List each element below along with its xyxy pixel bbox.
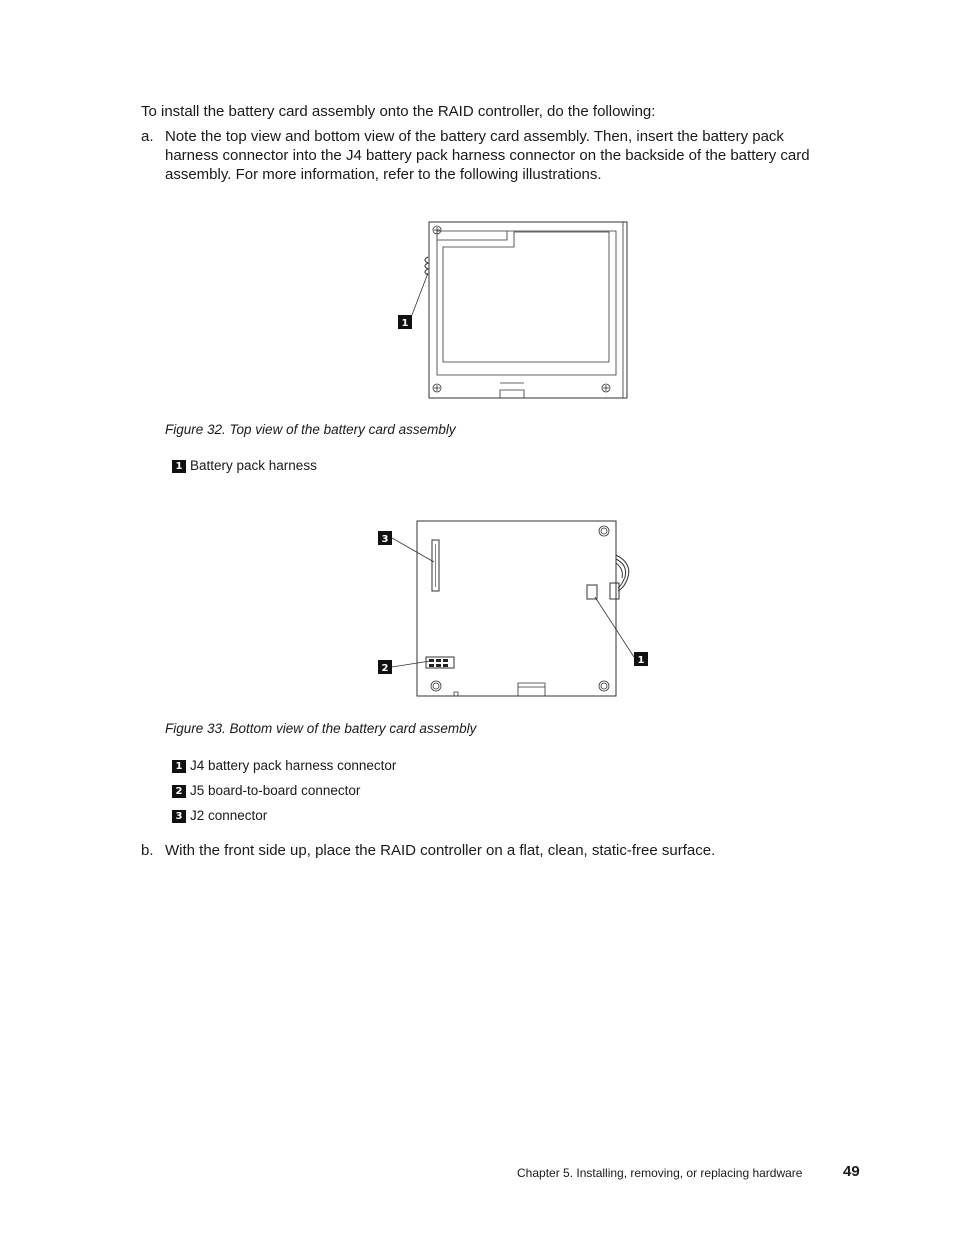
battery-harness-cable xyxy=(616,555,629,591)
battery-pack-harness-coil xyxy=(425,257,428,275)
figure-33-caption: Figure 33. Bottom view of the battery card assembly xyxy=(165,721,477,736)
page-number: 49 xyxy=(843,1163,860,1180)
legend-badge: 1 xyxy=(172,460,186,473)
figure-33-callout-2-label: 2 xyxy=(381,663,389,674)
screw-hole-bottom-right xyxy=(602,384,610,392)
board-outline xyxy=(417,521,616,696)
battery-inner-outline xyxy=(443,232,609,362)
footer-chapter: Chapter 5. Installing, removing, or replacing hardware xyxy=(517,1166,803,1180)
legend-item xyxy=(172,782,396,800)
j4-connector xyxy=(587,585,597,599)
j5-connector xyxy=(426,657,454,668)
screw-hole-bottom-left xyxy=(433,384,441,392)
legend-badge: 2 xyxy=(172,785,186,798)
intro-text: To install the battery card assembly onto the RAID controller, do the following: xyxy=(141,103,656,120)
legend-text: J5 board-to-board connector xyxy=(190,783,361,798)
figure-32-caption: Figure 32. Top view of the battery card assembly xyxy=(165,422,456,437)
step-a-line-3: assembly. For more information, refer to the following illustrations. xyxy=(165,166,602,183)
screw-hole-top-left xyxy=(433,226,441,234)
step-a-marker: a. xyxy=(141,128,154,145)
legend-badge: 1 xyxy=(172,760,186,773)
harness-plug xyxy=(610,583,619,599)
battery-outer-outline xyxy=(437,231,616,375)
mount-hole-bottom-left xyxy=(431,681,441,691)
mount-hole-top-right xyxy=(599,526,609,536)
legend-text: J4 battery pack harness connector xyxy=(190,758,397,773)
legend-item xyxy=(172,757,396,775)
figure-33-callout-3-label: 3 xyxy=(381,534,389,545)
legend-badge: 3 xyxy=(172,810,186,823)
figure-33-legend xyxy=(172,757,396,825)
step-a-line-2: harness connector into the J4 battery pack harness connector on the backside of the battery card xyxy=(165,147,810,164)
figure-32-callout-1-label: 1 xyxy=(401,318,409,329)
figure-33-callout-1-label: 1 xyxy=(637,655,645,666)
figure-32-top-view-diagram xyxy=(390,215,640,405)
mount-hole-bottom-right xyxy=(599,681,609,691)
legend-text: J2 connector xyxy=(190,808,268,823)
step-b-marker: b. xyxy=(141,842,154,859)
figure-32-legend-item xyxy=(172,457,317,475)
step-a-line-1: Note the top view and bottom view of the battery card assembly. Then, insert the battery pack xyxy=(165,128,784,145)
legend-text: Battery pack harness xyxy=(190,458,317,473)
legend-item xyxy=(172,807,396,825)
step-a-text xyxy=(165,127,865,184)
step-b-text: With the front side up, place the RAID controller on a flat, clean, static-free surface. xyxy=(165,842,716,859)
figure-33-bottom-view-diagram xyxy=(370,515,660,705)
